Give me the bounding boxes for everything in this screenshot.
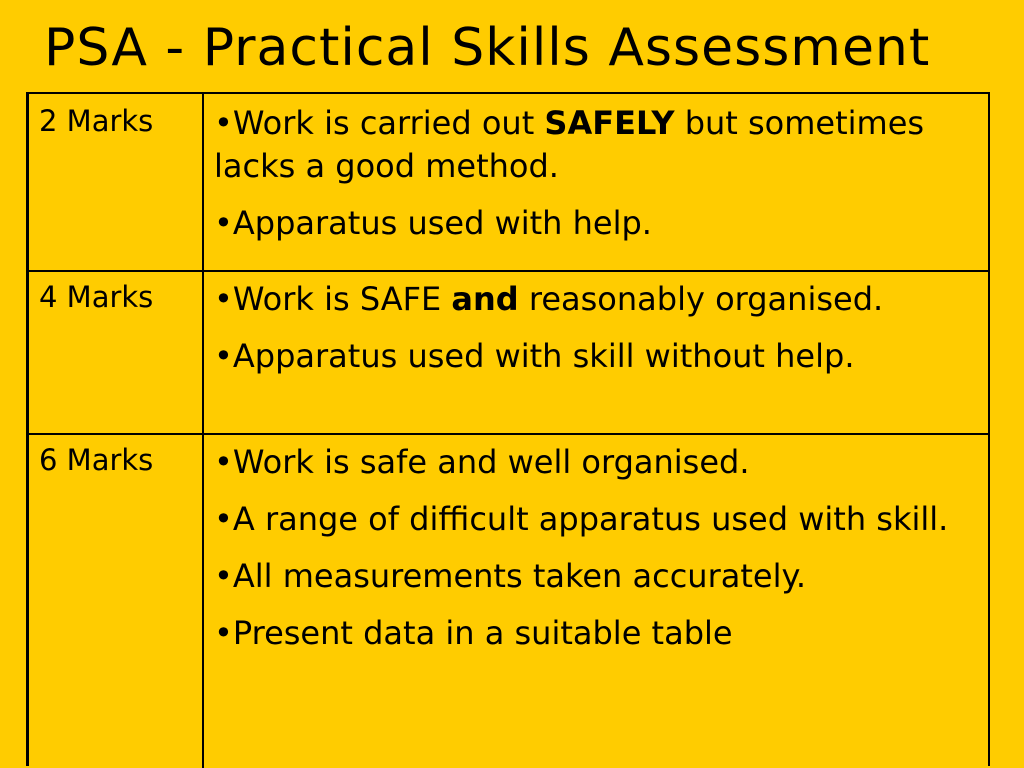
marks-label: 4 Marks xyxy=(29,270,204,433)
bullet-text: •Work is SAFE xyxy=(214,280,452,318)
criteria-bullet xyxy=(214,335,980,378)
table-row-6-marks xyxy=(29,433,988,768)
criteria-bullet xyxy=(214,441,980,484)
bullet-text: •A range of difficult apparatus used with skill. xyxy=(214,500,949,538)
bullet-text: •Work is safe and well organised. xyxy=(214,443,750,481)
marks-table xyxy=(26,92,990,766)
criteria-cell xyxy=(204,433,988,768)
bullet-text: •Present data in a suitable table xyxy=(214,614,733,652)
bullet-text: •Apparatus used with skill without help. xyxy=(214,337,855,375)
marks-label: 6 Marks xyxy=(29,433,204,768)
criteria-bullet xyxy=(214,498,980,541)
bullet-emphasis: SAFELY xyxy=(544,104,675,142)
marks-label: 2 Marks xyxy=(29,94,204,270)
page-title: PSA - Practical Skills Assessment xyxy=(44,18,931,78)
criteria-bullet xyxy=(214,202,980,245)
criteria-bullet xyxy=(214,612,980,655)
criteria-cell xyxy=(204,94,988,270)
criteria-bullet xyxy=(214,102,980,188)
criteria-bullet xyxy=(214,555,980,598)
bullet-text: •All measurements taken accurately. xyxy=(214,557,807,595)
bullet-text: •Work is carried out xyxy=(214,104,545,142)
table-row-2-marks xyxy=(29,94,988,272)
criteria-cell xyxy=(204,270,988,433)
criteria-bullet xyxy=(214,278,980,321)
bullet-text: •Apparatus used with help. xyxy=(214,204,652,242)
bullet-text: but sometimes lacks a good method. xyxy=(214,104,925,185)
bullet-emphasis: and xyxy=(451,280,519,318)
bullet-text: reasonably organised. xyxy=(518,280,884,318)
table-row-4-marks xyxy=(29,270,988,435)
